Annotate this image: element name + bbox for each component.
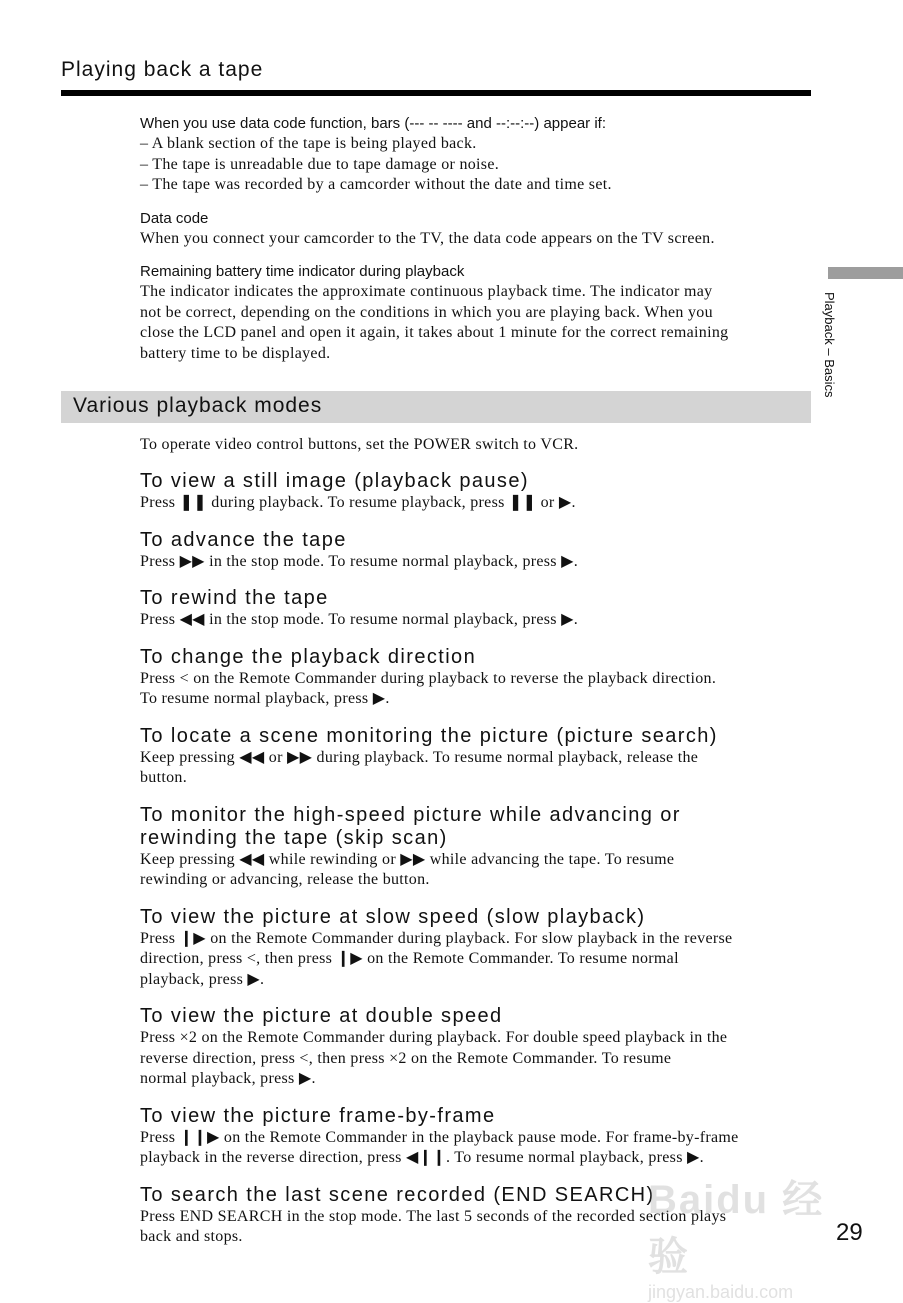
battery-line: close the LCD panel and open it again, it takes about 1 minute for the correct remaining	[140, 324, 729, 341]
side-tab-marker	[828, 267, 903, 279]
bars-item: – The tape was recorded by a camcorder without the date and time set.	[140, 176, 612, 193]
section-intro: To operate video control buttons, set the POWER switch to VCR.	[140, 436, 579, 453]
mode-text: back and stops.	[140, 1228, 243, 1245]
mode-item	[140, 529, 812, 573]
mode-text: Press ×2 on the Remote Commander during playback. For double speed playback in the	[140, 1029, 728, 1046]
mode-text: To resume normal playback, press ▶.	[140, 690, 390, 707]
mode-heading: To monitor the high-speed picture while advancing or	[140, 803, 681, 826]
mode-text: Press ▶▶ in the stop mode. To resume normal playback, press ▶.	[140, 552, 579, 570]
battery-line: not be correct, depending on the conditions in which you are playing back. When you	[140, 303, 713, 321]
bars-item: – The tape is unreadable due to tape damage or noise.	[140, 155, 500, 173]
mode-text: playback, press ▶.	[140, 970, 265, 988]
bars-heading: When you use data code function, bars (--- -- ---- and --:--:--) appear if:	[140, 115, 606, 132]
mode-item	[140, 646, 812, 710]
mode-text: button.	[140, 769, 187, 786]
section-header-bar	[61, 391, 811, 423]
mode-item	[140, 906, 812, 991]
section-intro-block	[140, 435, 812, 456]
mode-item	[140, 587, 812, 631]
mode-heading: To locate a scene monitoring the picture (picture search)	[140, 724, 718, 747]
mode-heading: To view a still image (playback pause)	[140, 470, 529, 492]
mode-text: Press ❚❚ during playback. To resume playback, press ❚❚ or ▶.	[140, 494, 576, 511]
side-tab-label	[822, 292, 844, 422]
page-title: Playing back a tape	[61, 58, 264, 81]
mode-item	[140, 1005, 812, 1090]
battery-line: The indicator indicates the approximate continuous playback time. The indicator may	[140, 283, 713, 300]
mode-text: normal playback, press ▶.	[140, 1070, 316, 1087]
mode-text: reverse direction, press <, then press ×2 on the Remote Commander. To resume	[140, 1049, 672, 1067]
mode-text: Press ❙▶ on the Remote Commander during playback. For slow playback in the reverse	[140, 929, 733, 947]
datacode-heading: Data code	[140, 209, 209, 227]
side-tab-text: Playback – Basics	[822, 292, 837, 398]
section-title: Various playback modes	[73, 394, 323, 417]
bars-item: – A blank section of the tape is being played back.	[140, 135, 477, 152]
mode-text: Keep pressing ◀◀ while rewinding or ▶▶ while advancing the tape. To resume	[140, 850, 675, 868]
mode-heading: To view the picture frame-by-frame	[140, 1104, 496, 1127]
mode-item	[140, 470, 812, 514]
mode-text: Press ❙❙▶ on the Remote Commander in the playback pause mode. For frame-by-frame	[140, 1128, 739, 1146]
watermark	[648, 1168, 848, 1302]
mode-text: Keep pressing ◀◀ or ▶▶ during playback. To resume normal playback, release the	[140, 748, 699, 766]
mode-heading: To change the playback direction	[140, 645, 477, 668]
mode-text: Press END SEARCH in the stop mode. The last 5 seconds of the recorded section plays	[140, 1207, 727, 1225]
page-number: 29	[836, 1219, 863, 1246]
watermark-url: jingyan.baidu.com	[648, 1282, 794, 1302]
mode-heading: To view the picture at double speed	[140, 1005, 503, 1027]
mode-text: direction, press <, then press ❙▶ on the Remote Commander. To resume normal	[140, 950, 679, 967]
mode-text: Press ◀◀ in the stop mode. To resume normal playback, press ▶.	[140, 611, 579, 628]
mode-heading: To search the last scene recorded (END SEARCH)	[140, 1183, 655, 1206]
modes-list	[140, 470, 812, 1248]
battery-line: battery time to be displayed.	[140, 344, 331, 362]
mode-item	[140, 804, 812, 891]
notes-block	[140, 114, 812, 364]
mode-text: playback in the reverse direction, press ◀❙❙. To resume normal playback, press ▶.	[140, 1149, 704, 1166]
watermark-logo: Baidu 经验	[648, 1178, 825, 1279]
mode-text: Press < on the Remote Commander during playback to reverse the playback direction.	[140, 669, 717, 687]
mode-text: rewinding or advancing, release the button.	[140, 871, 430, 888]
mode-heading: To view the picture at slow speed (slow playback)	[140, 905, 646, 928]
mode-heading: To rewind the tape	[140, 587, 329, 609]
datacode-text: When you connect your camcorder to the TV, the data code appears on the TV screen.	[140, 229, 715, 247]
mode-heading: To advance the tape	[140, 528, 347, 551]
title-rule	[61, 90, 811, 96]
mode-item	[140, 1105, 812, 1169]
mode-heading: rewinding the tape (skip scan)	[140, 826, 448, 849]
battery-heading: Remaining battery time indicator during playback	[140, 263, 465, 280]
mode-item	[140, 725, 812, 789]
